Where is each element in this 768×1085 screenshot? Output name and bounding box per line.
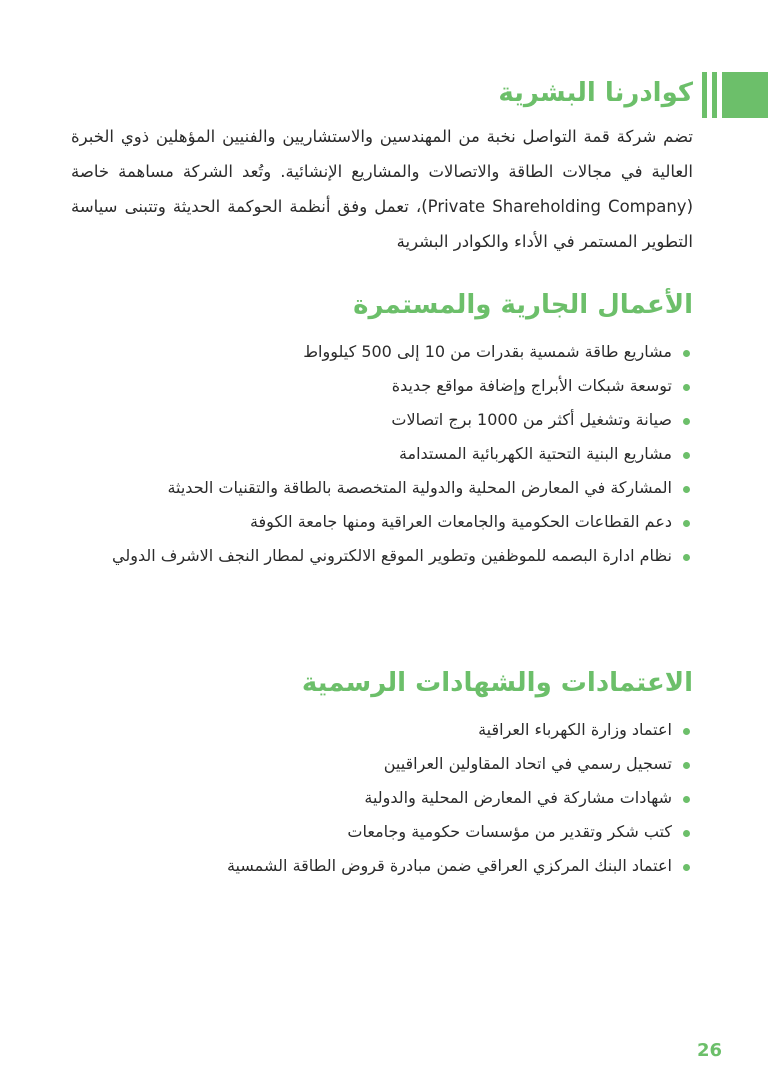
- decorative-bar-thick: [722, 72, 768, 118]
- list-item: تسجيل رسمي في اتحاد المقاولين العراقيين: [71, 747, 690, 781]
- ongoing-works-list: [71, 335, 690, 573]
- list-item: المشاركة في المعارض المحلية والدولية المتخصصة بالطاقة والتقنيات الحديثة: [71, 471, 690, 505]
- bullet-dot: [683, 762, 690, 769]
- bullet-dot: [683, 486, 690, 493]
- bullet-dot: [683, 554, 690, 561]
- list-item: اعتماد البنك المركزي العراقي ضمن مبادرة قروض الطاقة الشمسية: [71, 849, 690, 883]
- list-item: توسعة شبكات الأبراج وإضافة مواقع جديدة: [71, 369, 690, 403]
- bullet-dot: [683, 384, 690, 391]
- section-title-human-resources: كوادرنا البشرية: [498, 78, 693, 108]
- bullet-dot: [683, 864, 690, 871]
- bullet-dot: [683, 728, 690, 735]
- list-item: شهادات مشاركة في المعارض المحلية والدولية: [71, 781, 690, 815]
- list-item: دعم القطاعات الحكومية والجامعات العراقية ومنها جامعة الكوفة: [71, 505, 690, 539]
- section-human-resources: [71, 78, 693, 259]
- section-title-certifications: الاعتمادات والشهادات الرسمية: [301, 668, 693, 698]
- certifications-list: [71, 713, 690, 883]
- list-item: مشاريع طاقة شمسية بقدرات من 10 إلى 500 كيلوواط: [71, 335, 690, 369]
- bullet-dot: [683, 830, 690, 837]
- list-item: كتب شكر وتقدير من مؤسسات حكومية وجامعات: [71, 815, 690, 849]
- decorative-bar-thin: [702, 72, 707, 118]
- section-certifications: [71, 668, 693, 883]
- section-title-ongoing-works: الأعمال الجارية والمستمرة: [353, 290, 693, 320]
- bullet-dot: [683, 520, 690, 527]
- human-resources-paragraph: تضم شركة قمة التواصل نخبة من المهندسين والاستشاريين والفنيين المؤهلين ذوي الخبرة العالية في مجالات الطاقة والاتصالات والمشاريع الإنشائية. وتُعد الشركة مساهمة خاصة (Private Shareholding Company)، تعمل وفق أنظمة الحوكمة الحديثة وتتبنى سياسة التطوير المستمر في الأداء والكوادر البشرية: [71, 127, 693, 252]
- list-item: نظام ادارة البصمه للموظفين وتطوير الموقع الالكتروني لمطار النجف الاشرف الدولي: [71, 539, 690, 573]
- page-number: 26: [696, 1040, 722, 1061]
- bullet-dot: [683, 452, 690, 459]
- list-item: مشاريع البنية التحتية الكهربائية المستدامة: [71, 437, 690, 471]
- list-item: اعتماد وزارة الكهرباء العراقية: [71, 713, 690, 747]
- bullet-dot: [683, 796, 690, 803]
- bullet-dot: [683, 418, 690, 425]
- section-ongoing-works: [71, 290, 693, 573]
- decorative-bar-thin: [712, 72, 717, 118]
- bullet-dot: [683, 350, 690, 357]
- list-item: صيانة وتشغيل أكثر من 1000 برج اتصالات: [71, 403, 690, 437]
- decorative-header-bars: [702, 72, 768, 118]
